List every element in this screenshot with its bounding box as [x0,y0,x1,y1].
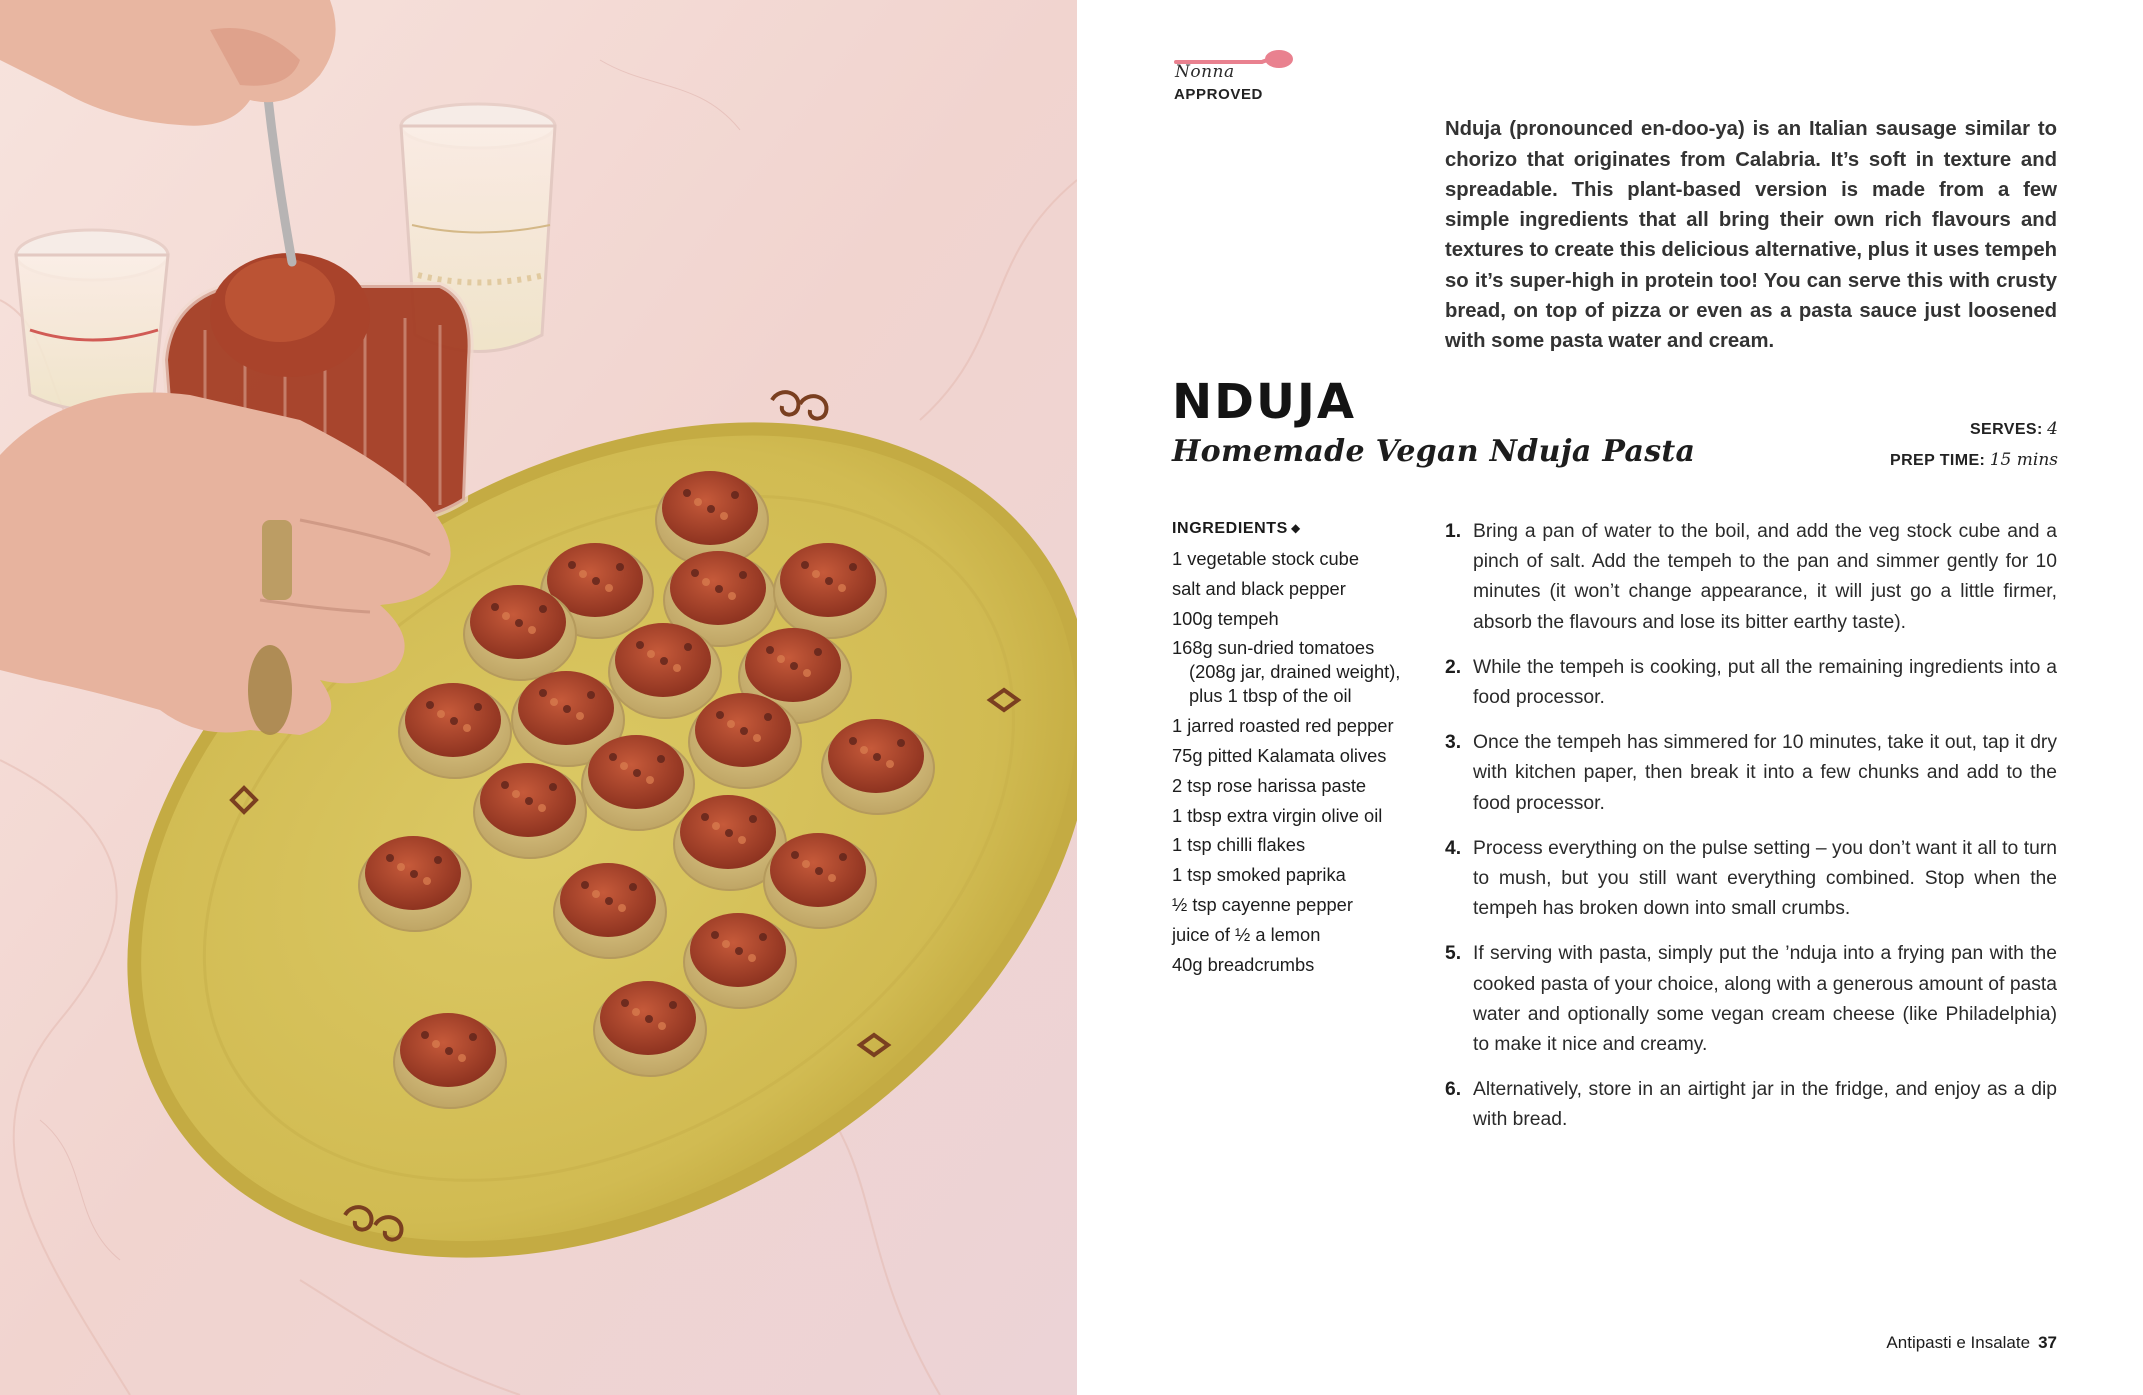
ingredient-item: juice of ½ a lemon [1172,923,1321,945]
section-name: Antipasti e Insalate [1886,1333,2031,1352]
ingredient-item: 1 tsp smoked paprika [1172,864,1346,886]
ingredient-item: salt and black pepper [1172,577,1346,599]
intro-paragraph: Nduja (pronounced en-doo-ya) is an Italian sausage similar to chorizo that originates from Calabria. It’s soft in texture and spreadable. This plant-based version is made from a few simple ingredients that all bring their own rich flavours and textures to create this delicious alternative, plus it uses tempeh so it’s super-high in protein too! You can serve this with crusty bread, on top of pizza or even as a pasta sauce just loosened with some pasta water and cream. [1445,118,2058,353]
serves-label: SERVES: [1969,421,2043,438]
page-footer [1886,1333,2057,1353]
ingredient-item: 2 tsp rose harissa paste [1172,774,1367,796]
ingredients-section [1172,520,1402,982]
step-text: Alternatively, store in an airtight jar in the fridge, and enjoy as a dip with bread. [1473,1079,2057,1131]
method-step [1445,834,2057,925]
wine-glass-left [16,230,168,410]
diamond-icon: ◆ [1290,521,1301,535]
ingredient-item: 100g tempeh [1172,607,1279,629]
ingredients-heading-text: INGREDIENTS [1172,520,1288,537]
badge-caps-text: APPROVED [1174,86,1263,103]
step-text: If serving with pasta, simply put the ’nduja into a frying pan with the cooked pasta of your choice, along with a generous amount of pasta water and optionally some vegan cream cheese (like Philadelphia) to make it nice and creamy. [1473,943,2057,1056]
badge-script-text: Nonna [1175,62,1235,82]
ingredient-item: 75g pitted Kalamata olives [1172,744,1387,766]
step-text: Process everything on the pulse setting – you don’t want it all to turn to mush, but you still want everything combined. Stop when the tempeh has broken down into small crumbs. [1473,837,2057,920]
ingredient-item: 1 tbsp extra virgin olive oil [1172,804,1383,826]
prep-time-value: 15 mins [1989,450,2058,470]
method-step [1445,653,2057,713]
recipe-title: NDUJA [1172,374,1356,430]
ingredient-item: 40g breadcrumbs [1172,953,1315,975]
method-step [1445,1075,2057,1135]
prep-time-line [1890,445,2058,476]
prep-time-label: PREP TIME: [1890,452,1986,469]
ingredient-item: ½ tsp cayenne pepper [1172,893,1353,915]
recipe-subtitle: Homemade Vegan Nduja Pasta [1172,434,1696,469]
serves-value: 4 [2047,419,2058,439]
step-number: 1. [1445,521,1462,542]
method-step [1445,728,2057,819]
step-number: 3. [1445,732,1462,754]
ingredient-item: 1 vegetable stock cube [1172,548,1359,569]
method-step [1445,939,2057,1060]
step-text: Once the tempeh has simmered for 10 minutes, take it out, tap it dry with kitchen paper, then break it into a few chunks and add to the food processor. [1473,732,2057,814]
step-number: 4. [1445,837,1462,859]
step-number: 2. [1445,656,1462,678]
method-steps [1445,517,2057,1151]
nonna-approved-badge [1172,48,1312,108]
ingredient-item: 168g sun-dried tomatoes (208g jar, drained weight), plus 1 tbsp of the oil [1172,637,1401,707]
method-step [1445,517,2057,638]
ingredient-item: 1 tsp chilli flakes [1172,834,1306,856]
step-number: 6. [1445,1079,1462,1101]
recipe-meta [1890,414,2058,476]
page-number: 37 [2038,1333,2057,1352]
step-number: 5. [1445,943,1462,965]
step-text: Bring a pan of water to the boil, and add the veg stock cube and a pinch of salt. Add the tempeh to the pan and simmer gently for 10 minutes (it won’t change appearance, it will just go a little firmer, absorb the flavours and lose its bitter earthy taste). [1473,521,2057,633]
serves-line [1890,414,2058,445]
ingredient-list [1172,547,1402,977]
step-text: While the tempeh is cooking, put all the remaining ingredients into a food processor. [1473,656,2057,709]
ingredients-heading [1172,520,1402,538]
ingredient-item: 1 jarred roasted red pepper [1172,715,1394,737]
